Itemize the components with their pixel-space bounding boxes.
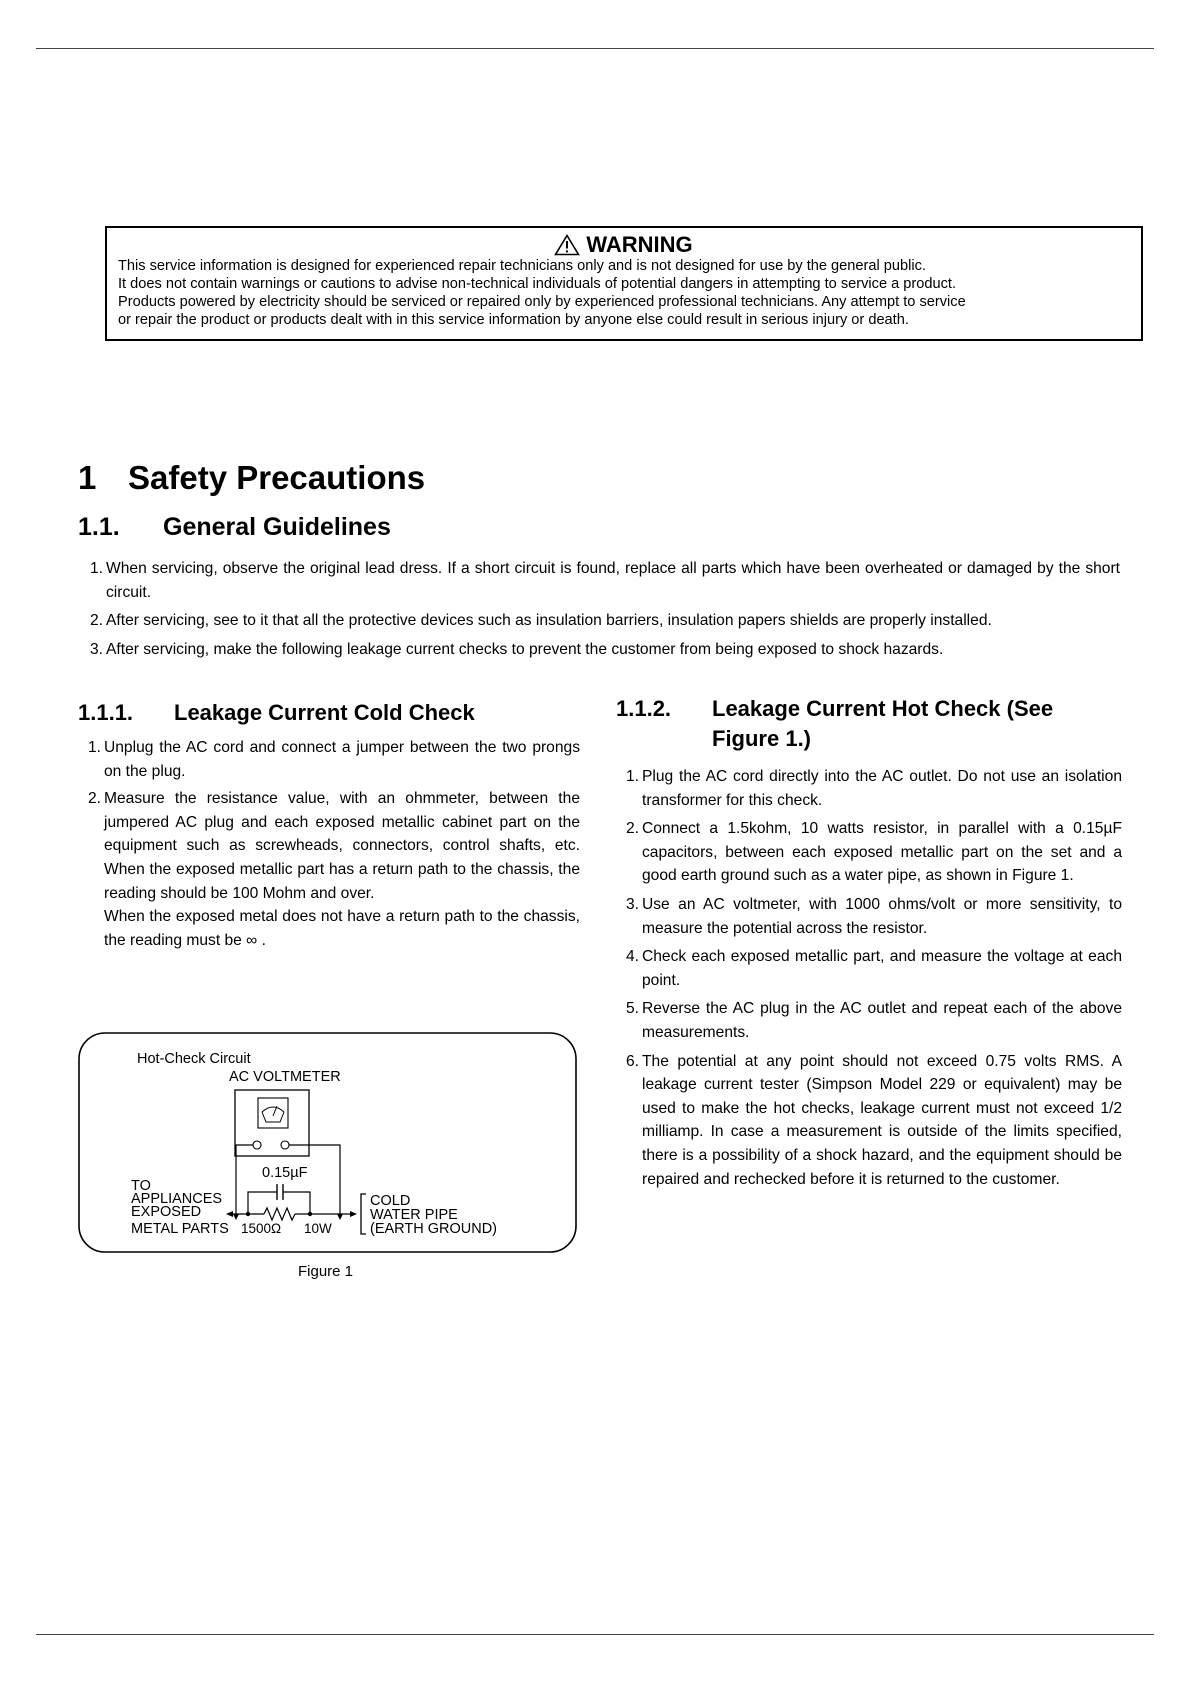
guideline-item <box>80 557 1120 604</box>
right-label-line: COLD <box>370 1193 411 1209</box>
warning-triangle-icon <box>554 234 580 256</box>
meter-label: AC VOLTMETER <box>229 1069 341 1085</box>
general-guidelines <box>80 557 1120 666</box>
hot-check-circuit-figure <box>78 1032 577 1253</box>
voltmeter-box <box>235 1090 309 1156</box>
cold-check-title: Leakage Current Cold Check <box>174 700 475 725</box>
warning-line-1: This service information is designed for experienced repair technicians only and is not designed for use by the general public. <box>118 258 926 274</box>
arrow-right-head <box>350 1211 357 1217</box>
left-label-line: EXPOSED <box>131 1204 202 1220</box>
hot-check-section <box>616 694 1122 1196</box>
capacitor-wire-left <box>248 1192 277 1214</box>
junction-dot <box>246 1212 250 1216</box>
warning-line-3: Products powered by electricity should be serviced or repaired only by experienced professional technicians. Any attempt to service <box>118 294 966 310</box>
right-label-line: WATER PIPE <box>370 1207 458 1223</box>
subsection-number: 1.1. <box>78 513 120 541</box>
footer-rule <box>36 1634 1154 1635</box>
section-title: Safety Precautions <box>128 459 426 496</box>
hot-check-item <box>616 817 1122 888</box>
resistor-label: 1500Ω <box>241 1221 282 1236</box>
item-text: Reverse the AC plug in the AC outlet and repeat each of the above measurements. <box>642 1000 1122 1041</box>
cold-check-number: 1.1.1. <box>78 700 134 725</box>
item-text: After servicing, see to it that all the protective devices such as insulation barriers, insulation papers shields are properly installed. <box>106 612 992 630</box>
lead-left-arrow <box>233 1214 239 1220</box>
item-number: 2. <box>90 612 104 630</box>
hot-check-number: 1.1.2. <box>616 696 672 721</box>
section-heading <box>78 458 425 498</box>
cold-check-item <box>78 787 580 952</box>
cold-check-heading <box>78 698 580 728</box>
item-number: 3. <box>626 895 640 913</box>
item-number: 4. <box>626 948 640 966</box>
circuit-diagram <box>78 1032 577 1253</box>
item-number: 6. <box>626 1052 640 1070</box>
item-text: Connect a 1.5kohm, 10 watts resistor, in parallel with a 0.15µF capacitors, between each exposed metallic part on the set and a good earth ground such as a water pipe, as shown in Figure 1. <box>642 820 1122 885</box>
item-number: 1. <box>626 768 640 785</box>
section-number: 1 <box>78 459 97 496</box>
capacitor-label: 0.15µF <box>262 1165 308 1181</box>
hot-check-item <box>616 893 1122 940</box>
item-text: Use an AC voltmeter, with 1000 ohms/volt or more sensitivity, to measure the potential across the resistor. <box>642 895 1122 937</box>
hot-check-item <box>616 765 1122 812</box>
item-number: 3. <box>90 640 104 658</box>
item-number: 2. <box>626 820 640 838</box>
pipe-bracket <box>361 1194 366 1234</box>
cold-check-section <box>78 698 580 956</box>
header-rule <box>36 48 1154 49</box>
figure-caption: Figure 1 <box>298 1263 354 1280</box>
left-label-line: METAL PARTS <box>131 1221 229 1237</box>
capacitor-wire-right <box>283 1192 310 1214</box>
item-text: Plug the AC cord directly into the AC outlet. Do not use an isolation transformer for this check. <box>642 768 1122 809</box>
item-number: 5. <box>626 1000 640 1018</box>
hot-check-heading <box>616 694 1122 754</box>
warning-line-2: It does not contain warnings or cautions to advise non-technical individuals of potential dangers in attempting to service a product. <box>118 276 957 292</box>
left-label-line: TO <box>131 1178 151 1194</box>
resistor-symbol <box>264 1208 295 1220</box>
left-label-line: APPLIANCES <box>131 1191 223 1207</box>
item-text: After servicing, make the following leakage current checks to prevent the customer from being exposed to shock hazards. <box>106 640 944 658</box>
hot-check-title: Leakage Current Hot Check (See Figure 1.) <box>712 696 1054 751</box>
meter-terminal-left <box>253 1141 261 1149</box>
meter-terminal-right <box>281 1141 289 1149</box>
warning-title: WARNING <box>586 232 693 257</box>
item-text: Unplug the AC cord and connect a jumper between the two prongs on the plug. <box>104 739 580 780</box>
hot-check-item <box>616 997 1122 1044</box>
item-text: The potential at any point should not exceed 0.75 volts RMS. A leakage current tester (Simpson Model 229 or equivalent) may be used to make the hot checks, leakage current must not exceed 1/2 milliamp. In case a measurement is outside of the limits specified, there is a possibility of a shock hazard, and the equipment should be repaired and rechecked before it is returned to the customer. <box>642 1052 1122 1188</box>
item-text-continued: When the exposed metal does not have a return path to the chassis, the reading must be ∞ . <box>104 908 580 949</box>
guideline-item <box>80 609 1120 633</box>
warning-line-4: or repair the product or products dealt with in this service information by anyone else could result in serious injury or death. <box>118 312 909 328</box>
warning-box <box>105 226 1143 341</box>
item-text: Measure the resistance value, with an ohmmeter, between the jumpered AC plug and each exposed metallic cabinet part on the equipment such as screwheads, connectors, control shafts, etc. When the exposed metallic part has a return path to the chassis, the reading should be 100 Mohm and over. <box>104 790 580 902</box>
circuit-title: Hot-Check Circuit <box>137 1051 251 1067</box>
cold-check-item <box>78 736 580 783</box>
item-text: When servicing, observe the original lead dress. If a short circuit is found, replace all parts which have been overheated or damaged by the short circuit. <box>106 560 1120 601</box>
item-number: 1. <box>90 560 104 577</box>
lead-right-arrow <box>337 1214 343 1220</box>
item-number: 1. <box>88 739 102 756</box>
item-text: Check each exposed metallic part, and measure the voltage at each point. <box>642 948 1122 989</box>
left-meter-lead <box>236 1145 253 1214</box>
wattage-label: 10W <box>304 1221 332 1236</box>
guideline-item <box>80 638 1120 662</box>
meter-needle-icon <box>262 1106 284 1122</box>
junction-dot <box>308 1212 312 1216</box>
subsection-heading <box>78 512 391 542</box>
hot-check-item <box>616 1050 1122 1192</box>
item-number: 2. <box>88 790 102 808</box>
warning-heading <box>118 233 1129 257</box>
right-label-line: (EARTH GROUND) <box>370 1221 498 1237</box>
arrow-left-head <box>226 1211 233 1217</box>
hot-check-item <box>616 945 1122 992</box>
subsection-title: General Guidelines <box>163 513 391 541</box>
